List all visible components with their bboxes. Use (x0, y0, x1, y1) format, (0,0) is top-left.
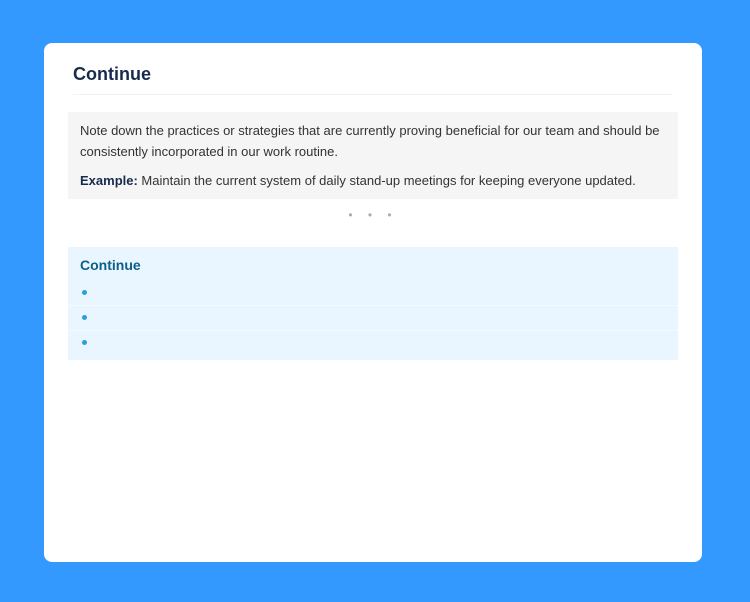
bullet-dot-icon (82, 315, 87, 320)
template-card (44, 43, 702, 562)
bullet-dot-icon (82, 340, 87, 345)
example-label: Example: (80, 173, 138, 188)
bullet-item[interactable] (68, 281, 678, 306)
bullet-list (68, 281, 678, 355)
title-divider (73, 94, 673, 95)
bullet-item[interactable] (68, 331, 678, 355)
example-text: Maintain the current system of daily stand-up meetings for keeping everyone updated. (137, 173, 636, 188)
instructions-text: Note down the practices or strategies that are currently proving beneficial for our team and should be consistently incorporated in our work routine. (80, 123, 660, 159)
instructions-box (68, 112, 678, 199)
section-separator: • • • (348, 208, 398, 222)
bullet-item[interactable] (68, 306, 678, 331)
card-title: Continue (73, 64, 151, 84)
continue-panel (68, 247, 678, 360)
panel-title: Continue (80, 257, 141, 273)
bullet-dot-icon (82, 290, 87, 295)
example-line (80, 170, 666, 191)
